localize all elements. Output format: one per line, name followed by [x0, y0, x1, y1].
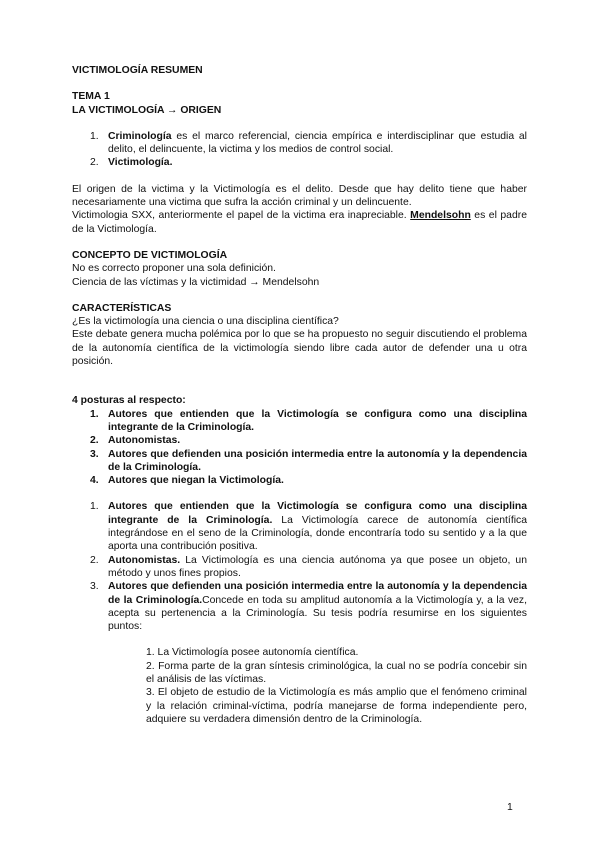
posturas-detail-list	[72, 500, 527, 633]
list-item: 3. Autores que defienden una posición intermedia entre la autonomía y la dependencia de la Criminología.	[90, 448, 527, 473]
point-item: 3. El objeto de estudio de la Victimología es más amplio que el fenómeno criminal y la relación criminal-víctima, podría manejarse de forma independiente pero, adquiere su verdadera dimensión dentro de la Criminología.	[146, 687, 527, 725]
concepto-line: No es correcto proponer una sola definición.	[72, 263, 276, 275]
list-item: 4. Autores que niegan la Victimología.	[90, 475, 284, 487]
tema-number: TEMA 1	[72, 91, 110, 103]
concepto-line: Ciencia de las víctimas y la victimidad → Mendelsohn	[72, 276, 320, 288]
list-item: 2. Victimología.	[90, 157, 173, 169]
posturas-heading: 4 posturas al respecto:	[72, 395, 186, 407]
point-item: 1. La Victimología posee autonomía científica.	[146, 647, 359, 659]
list-item: 2. Autonomistas.	[90, 435, 181, 447]
list-item: 1. Criminología es el marco referencial, ciencia empírica e interdisciplinar que estudia al delito, el delincuente, la victima y los medios de control social.	[90, 130, 527, 156]
intermediate-points	[72, 646, 527, 726]
point-item: 2. Forma parte de la gran síntesis criminológica, la cual no se podría concebir sin el análisis de las víctimas.	[146, 660, 527, 685]
tema-subtitle: LA VICTIMOLOGÍA → ORIGEN	[72, 104, 222, 116]
caracteristicas-paragraph: Este debate genera mucha polémica por lo que se ha propuesto no seguir discutiendo el problema de la autonomía científica de la victimología siendo libre cada autor de defender una u otra posición.	[72, 329, 527, 368]
list-item: 1. Autores que entienden que la Victimología se configura como una disciplina integrante de la Criminología. La Victimología carece de autonomía científica integrándose en el seno de la Criminología, donde encontraría todo su sentido y a la que aporta una contribución positiva.	[90, 501, 527, 553]
list-item: 2. Autonomistas. La Victimología es una ciencia autónoma ya que posee un objeto, un método y unos fines propios.	[90, 554, 527, 579]
caracteristicas-heading: CARACTERÍSTICAS	[72, 302, 172, 314]
intro-list	[72, 130, 527, 170]
page-number: 1	[507, 802, 513, 813]
list-item: 1. Autores que entienden que la Victimología se configura como una disciplina integrante de la Criminología.	[90, 408, 527, 433]
mendelsohn-name: Mendelsohn	[410, 210, 471, 222]
mendelsohn-paragraph: Victimologia SXX, anteriormente el papel de la victima era inapreciable. Mendelsohn es el padre de la Victimología.	[72, 210, 527, 235]
caracteristicas-question: ¿Es la victimología una ciencia o una disciplina científica?	[72, 316, 339, 328]
origin-paragraph: El origen de la victima y la Victimología es el delito. Desde que hay delito tiene que haber necesariamente una victima que sufra la acción criminal y un delincuente.	[72, 183, 527, 209]
list-item: 3. Autores que defienden una posición intermedia entre la autonomía y la dependencia de la Criminología.Concede en toda su amplitud autonomía a la Victimología y, a la vez, acepta su pertenencia a la Criminología. Su tesis podría resumirse en los siguientes puntos:	[90, 581, 528, 633]
document-title: VICTIMOLOGÍA RESUMEN	[72, 65, 203, 76]
concepto-heading: CONCEPTO DE VICTIMOLOGÍA	[72, 249, 228, 261]
document-page	[72, 64, 527, 726]
posturas-summary-list	[72, 408, 527, 488]
